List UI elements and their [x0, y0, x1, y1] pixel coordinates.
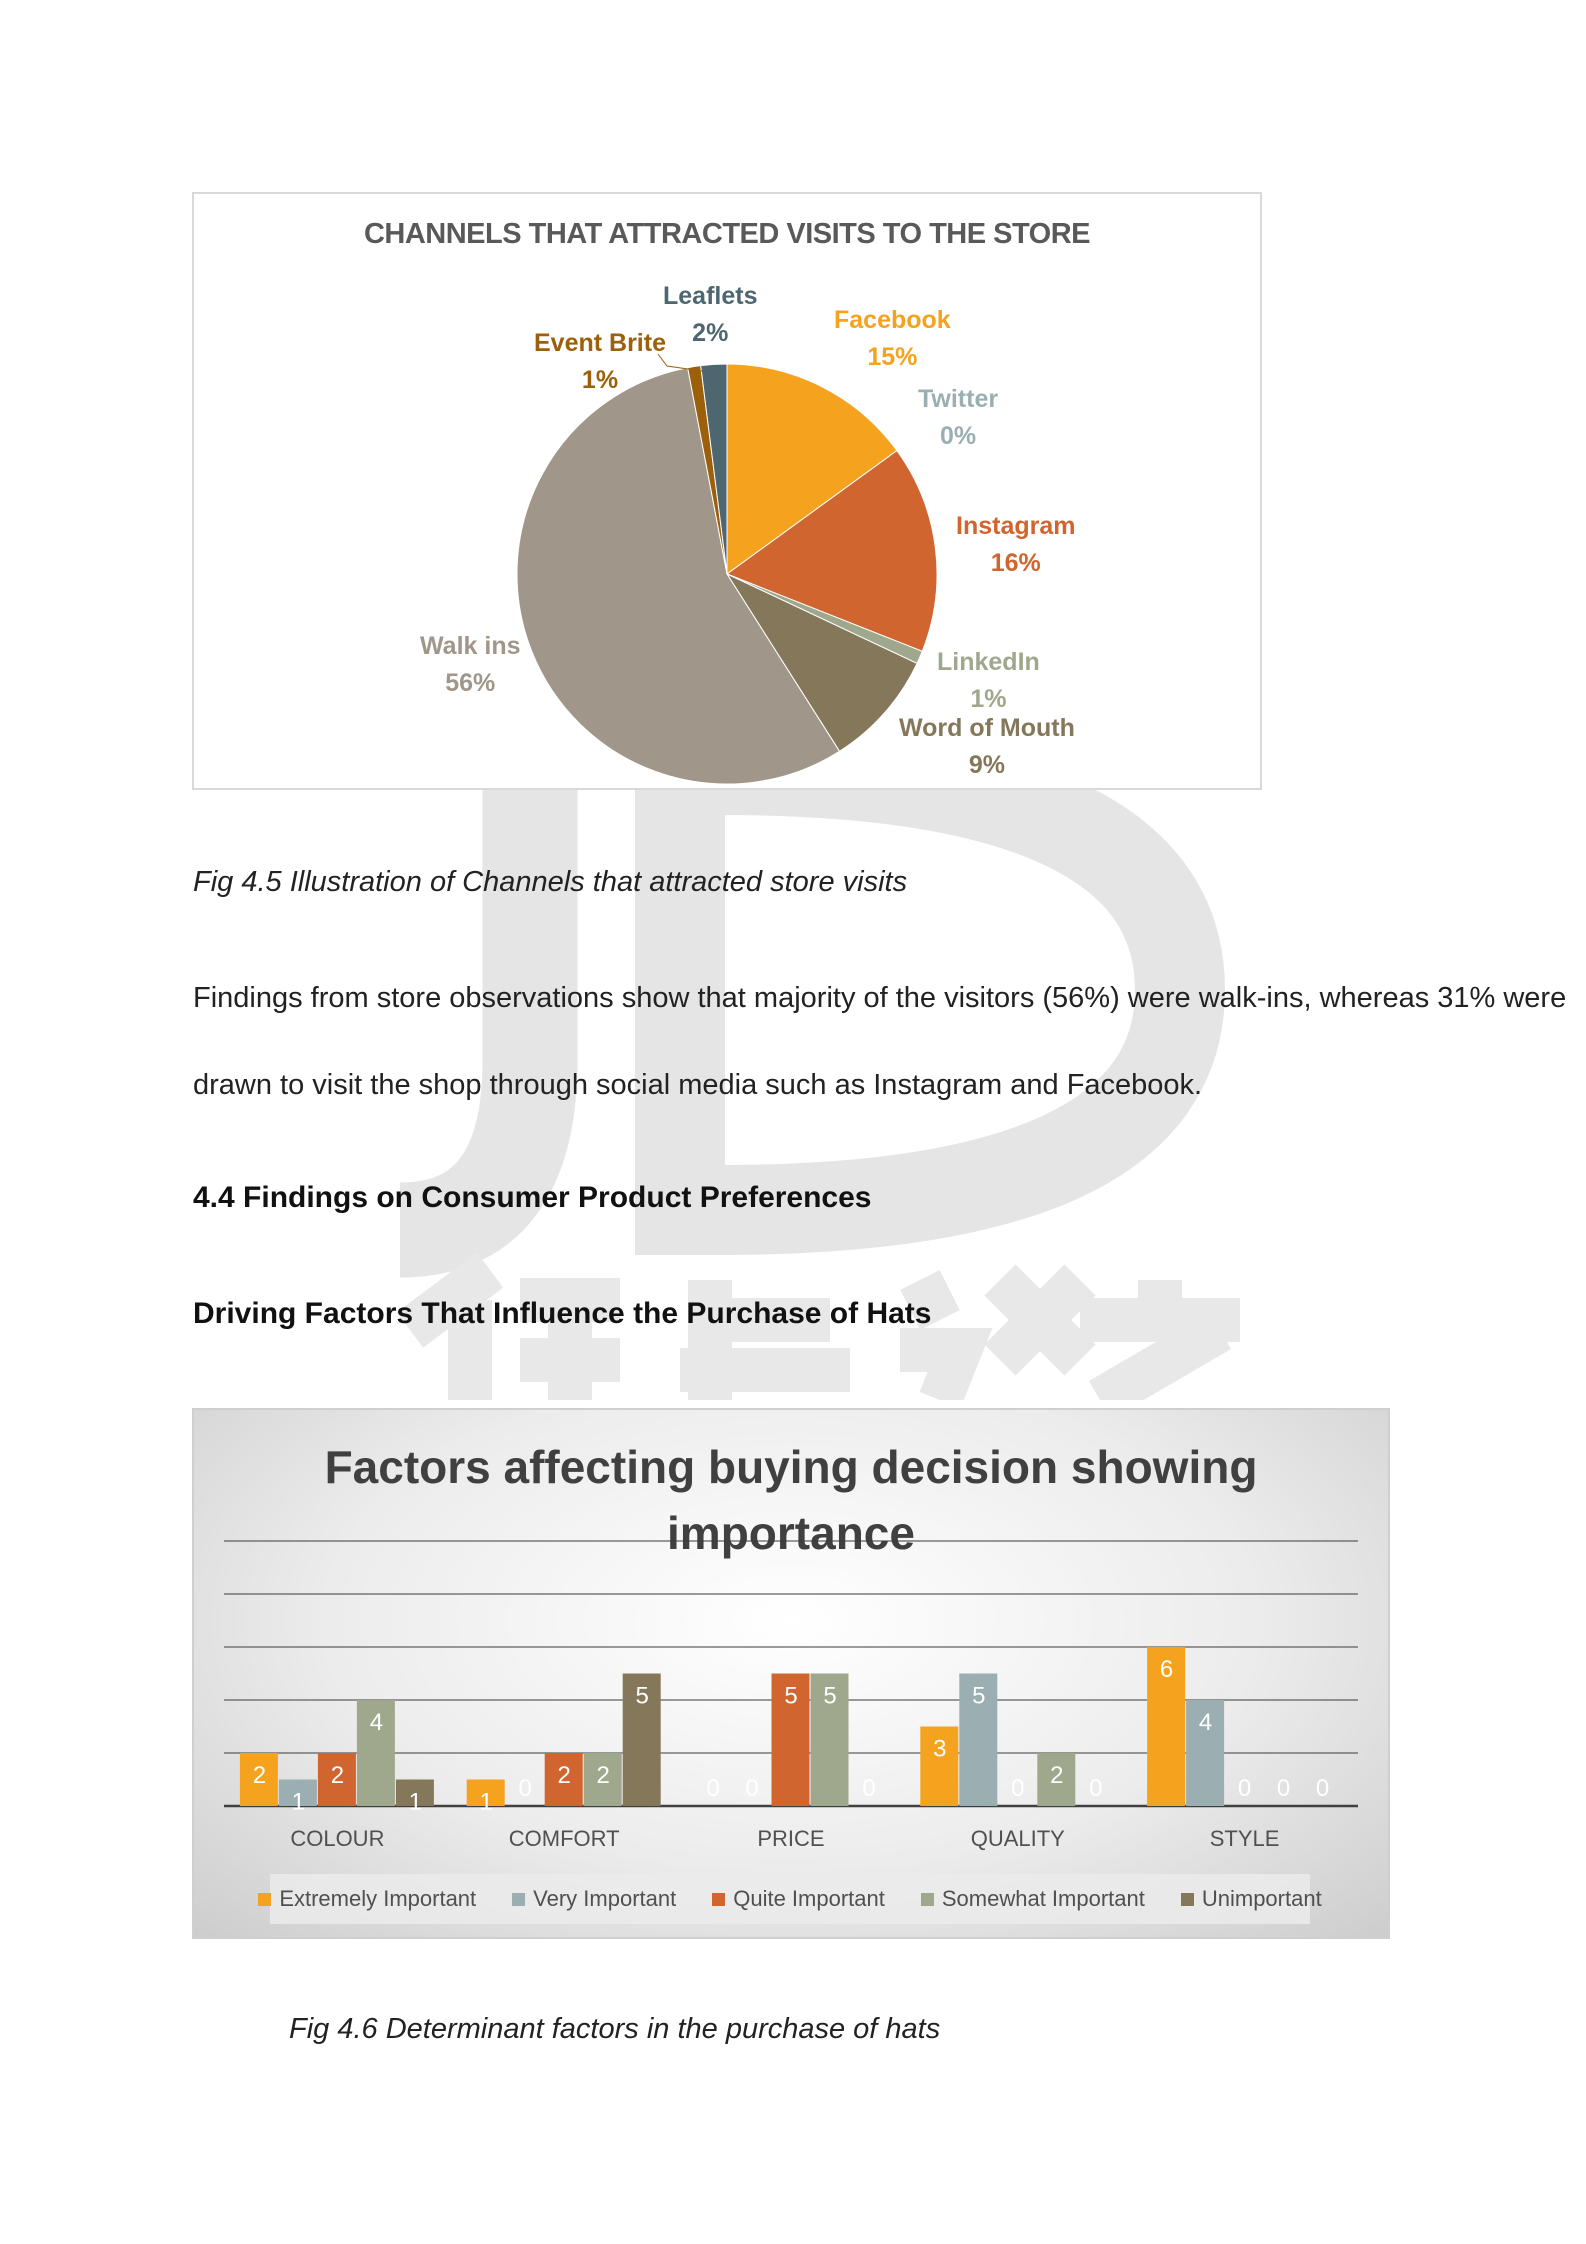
pie-label-name: Word of Mouth [899, 714, 1075, 742]
legend-item [512, 1886, 676, 1912]
bar-category-label: COLOUR [290, 1826, 385, 1851]
pie-label-name: LinkedIn [937, 648, 1040, 676]
bar-chart-legend [270, 1874, 1322, 1924]
pie-label-name: Twitter [918, 385, 999, 413]
legend-swatch [712, 1893, 725, 1906]
bar-data-label: 1 [479, 1788, 493, 1816]
pie-label-percent: 2% [692, 319, 729, 347]
pie-label-walk-ins [420, 628, 521, 702]
pie-label-percent: 0% [939, 422, 977, 450]
legend-label: Unimportant [1201, 1886, 1322, 1911]
bar-data-label: 0 [1237, 1775, 1252, 1802]
bar-data-label: 0 [706, 1775, 720, 1802]
bar-chart [194, 1410, 1388, 1937]
pie-chart-title: CHANNELS THAT ATTRACTED VISITS TO THE STORE [363, 218, 1091, 250]
bar-chart-title-line-2: importance [667, 1507, 915, 1559]
pie-label-name: Event Brite [534, 329, 666, 357]
section-heading: 4.4 Findings on Consumer Product Preferences [193, 1181, 872, 1214]
bar-data-label: 2 [330, 1762, 345, 1789]
bar-chart-title-line-1: Factors affecting buying decision showing [324, 1441, 1258, 1493]
pie-label-percent: 9% [968, 751, 1005, 779]
pie-label-percent: 1% [970, 685, 1007, 713]
bar-data-label: 0 [1089, 1775, 1103, 1802]
legend-item [258, 1886, 476, 1912]
legend-item [921, 1886, 1145, 1912]
legend-swatch [512, 1893, 525, 1906]
bar-data-label: 1 [291, 1788, 306, 1816]
bar-data-label: 2 [252, 1762, 267, 1789]
legend-item [712, 1886, 885, 1912]
bar-data-label: 2 [596, 1762, 610, 1789]
pie-label-name: Walk ins [420, 632, 521, 660]
pie-label-facebook [834, 302, 951, 376]
bar-data-label: 4 [1198, 1709, 1213, 1736]
pie-label-percent: 16% [990, 549, 1041, 577]
bar-data-label: 0 [518, 1775, 532, 1802]
legend-label: Quite Important [733, 1886, 885, 1911]
figure-caption-4-5: Fig 4.5 Illustration of Channels that attracted store visits [193, 866, 908, 898]
bar-data-label: 3 [933, 1735, 947, 1763]
bar-chart-frame [192, 1408, 1390, 1939]
pie-label-twitter [918, 381, 998, 455]
pie-label-event-brite [534, 325, 666, 399]
legend-label: Somewhat Important [941, 1886, 1145, 1911]
bar-data-label: 6 [1159, 1656, 1174, 1683]
bar-data-label: 5 [972, 1682, 986, 1710]
bar-data-label: 5 [823, 1682, 837, 1710]
pie-label-name: Instagram [956, 512, 1076, 540]
body-paragraph-line-2: drawn to visit the shop through social media such as Instagram and Facebook. [193, 1069, 1203, 1101]
pie-label-word-of-mouth [899, 710, 1075, 784]
bar-data-label: 5 [635, 1682, 649, 1710]
bar-data-label: 0 [1276, 1775, 1291, 1802]
legend-label: Very Important [533, 1886, 677, 1911]
subheading: Driving Factors That Influence the Purchase of Hats [193, 1297, 932, 1330]
legend-swatch [921, 1893, 934, 1906]
bar-data-label: 0 [745, 1775, 759, 1802]
pie-label-percent: 15% [867, 343, 918, 371]
bar-data-label: 0 [862, 1775, 876, 1802]
bar-category-label: PRICE [757, 1826, 825, 1851]
pie-label-linkedin [937, 644, 1040, 718]
legend-item [1181, 1886, 1322, 1912]
pie-chart-frame [192, 192, 1262, 790]
bar-data-label: 1 [408, 1788, 423, 1816]
body-paragraph-line-1: Findings from store observations show that majority of the visitors (56%) were walk-ins, whereas 31% were [193, 982, 1567, 1014]
legend-swatch [258, 1893, 271, 1906]
pie-label-percent: 56% [445, 669, 496, 697]
legend-swatch [1181, 1893, 1194, 1906]
pie-label-name: Facebook [834, 306, 951, 334]
bar-data-label: 4 [369, 1709, 384, 1736]
pie-label-name: Leaflets [663, 282, 758, 310]
bar-data-label: 2 [1050, 1762, 1064, 1789]
pie-label-percent: 1% [581, 366, 619, 394]
bar-category-label: COMFORT [508, 1826, 620, 1851]
bar-data-label: 0 [1011, 1775, 1025, 1802]
figure-caption-4-6: Fig 4.6 Determinant factors in the purchase of hats [289, 2013, 941, 2045]
bar-data-label: 5 [784, 1682, 798, 1710]
bar-category-label: STYLE [1209, 1826, 1280, 1851]
legend-label: Extremely Important [279, 1886, 477, 1911]
pie-label-instagram [956, 508, 1075, 582]
bar-category-label: QUALITY [970, 1826, 1065, 1851]
bar-data-label: 0 [1315, 1775, 1330, 1802]
pie-label-leaflets [663, 278, 757, 352]
bar-data-label: 2 [557, 1762, 571, 1789]
